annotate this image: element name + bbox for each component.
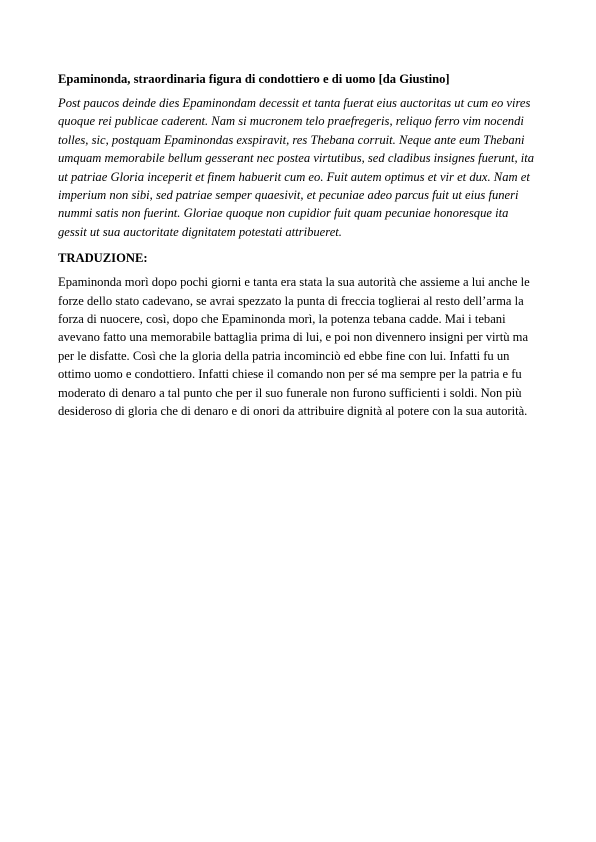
latin-text: Post paucos deinde dies Epaminondam decessit et tanta fuerat eius auctoritas ut cum eo vires quoque rei publicae caderent. Nam si mucronem telo praefregeris, reliquo ferro vim nocendi tolles, sic, postquam Epaminondas exspiravit, res Thebana corruit. Neque ante eum Thebani umquam memorabile bellum gesserant nec postea virtutibus, sed cladibus insignes fuerunt, ita ut patriae Gloria inceperit et finem habuerit cum eo. Fuit autem optimus et vir et dux. Nam et imperium non sibi, sed patriae semper quaesivit, et pecuniae adeo parcus fuit ut eius funeri nummi satis non fuerint. Gloriae quoque non cupidior fuit quam pecuniae honoresque ita gessit ut sua auctoritate dignitatem potestati attribueret.: [58, 96, 535, 239]
document-title: Epaminonda, straordinaria figura di condottiero e di uomo [da Giustino]: [58, 72, 450, 86]
translation-text: Epaminonda morì dopo pochi giorni e tanta era stata la sua autorità che assieme a lui anche le forze dello stato cadevano, se avrai spezzato la punta di freccia toglierai al resto dell’arma la forza di nuocere, così, dopo che Epaminonda morì, la potenza tebana cadde. Mai i tebani avevano fatto una memorabile battaglia prima di lui, e poi non divennero insigni per virtù ma per le disfatte. Così che la gloria della patria incominciò ed ebbe fine con lui. Infatti fu un ottimo uomo e condottiero. Infatti chiese il comando non per sé ma sempre per la patria e fu moderato di denaro a tal punto che per il suo funerale non furono sufficienti i soldi. Non più desideroso di gloria che di denaro e di onori da attribuire dignità al potere con la sua autorità.: [58, 275, 530, 419]
document-page: [58, 70, 540, 421]
translation-heading: TRADUZIONE:: [58, 251, 148, 266]
